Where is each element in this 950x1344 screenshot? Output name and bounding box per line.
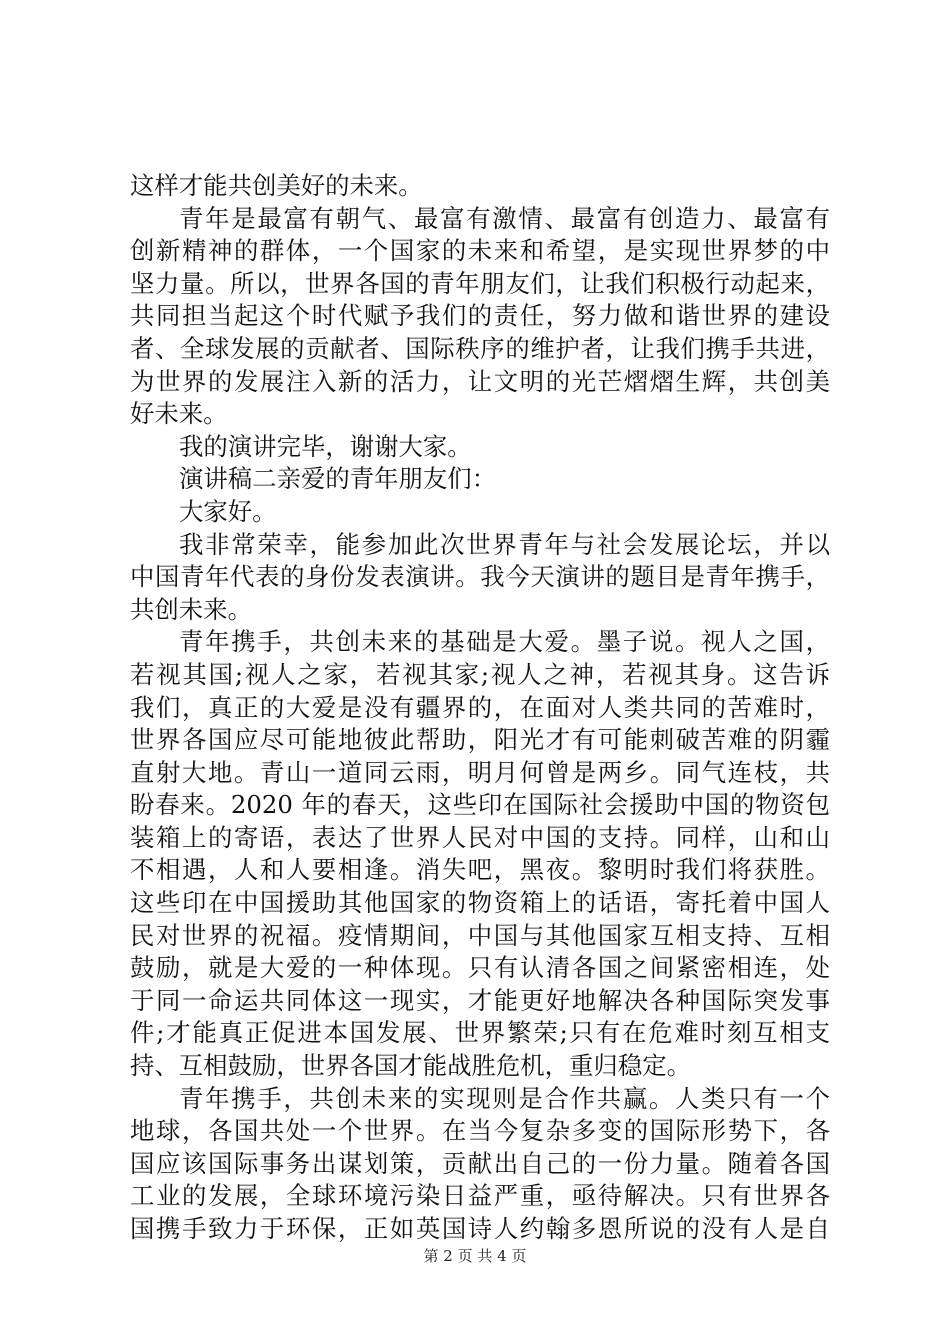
- text-line: 者、全球发展的贡献者、国际秩序的维护者，让我们携手共进，: [130, 333, 830, 363]
- text-line: 为世界的发展注入新的活力，让文明的光芒熠熠生辉，共创美: [130, 366, 830, 396]
- text-line: 青年是最富有朝气、最富有激情、最富有创造力、最富有: [179, 203, 830, 233]
- text-line: 共同担当起这个时代赋予我们的责任，努力做和谐世界的建设: [130, 301, 830, 331]
- text-line: 盼春来。2020 年的春天，这些印在国际社会援助中国的物资包: [130, 790, 830, 820]
- text-line: 工业的发展，全球环境污染日益严重，亟待解决。只有世界各: [130, 1181, 830, 1211]
- text-line: 共创未来。: [130, 594, 252, 624]
- text-line: 我们，真正的大爱是没有疆界的，在面对人类共同的苦难时，: [130, 692, 830, 722]
- text-line: 地球，各国共处一个世界。在当今复杂多变的国际形势下，各: [130, 1116, 830, 1146]
- text-line: 创新精神的群体，一个国家的未来和希望，是实现世界梦的中: [130, 236, 830, 266]
- text-line: 民对世界的祝福。疫情期间，中国与其他国家互相支持、互相: [130, 920, 830, 950]
- text-line: 持、互相鼓励，世界各国才能战胜危机，重归稳定。: [130, 1051, 691, 1081]
- text-line: 国应该国际事务出谋划策，贡献出自己的一份力量。随着各国: [130, 1148, 830, 1178]
- text-line: 直射大地。青山一道同云雨，明月何曾是两乡。同气连枝，共: [130, 757, 830, 787]
- text-line: 国携手致力于环保，正如英国诗人约翰多恩所说的没有人是自: [130, 1214, 830, 1243]
- text-line: 鼓励，就是大爱的一种体现。只有认清各国之间紧密相连，处: [130, 953, 830, 983]
- text-line: 大家好。: [179, 496, 277, 526]
- text-line: 若视其国;视人之家，若视其家;视人之神，若视其身。这告诉: [130, 659, 830, 689]
- text-line: 青年携手，共创未来的基础是大爱。墨子说。视人之国，: [179, 627, 830, 657]
- text-line: 中国青年代表的身份发表演讲。我今天演讲的题目是青年携手，: [130, 562, 830, 592]
- text-line: 装箱上的寄语，表达了世界人民对中国的支持。同样，山和山: [130, 822, 830, 852]
- text-line: 青年携手，共创未来的实现则是合作共赢。人类只有一个: [179, 1083, 830, 1113]
- document-body: [130, 170, 830, 1246]
- text-line: 好未来。: [130, 399, 228, 429]
- text-line: 这些印在中国援助其他国家的物资箱上的话语，寄托着中国人: [130, 888, 830, 918]
- text-line: 世界各国应尽可能地彼此帮助，阳光才有可能刺破苦难的阴霾: [130, 725, 830, 755]
- text-line: 我非常荣幸，能参加此次世界青年与社会发展论坛，并以: [179, 529, 830, 559]
- text-line: 演讲稿二亲爱的青年朋友们：: [179, 464, 497, 494]
- text-line: 这样才能共创美好的未来。: [130, 171, 423, 200]
- text-line: 我的演讲完毕，谢谢大家。: [179, 431, 472, 461]
- text-line: 于同一命运共同体这一现实，才能更好地解决各种国际突发事: [130, 985, 830, 1015]
- page-footer: 第 2 页 共 4 页: [423, 1247, 527, 1265]
- text-line: 坚力量。所以，世界各国的青年朋友们，让我们积极行动起来，: [130, 268, 830, 298]
- text-line: 不相遇，人和人要相逢。消失吧，黑夜。黎明时我们将获胜。: [130, 855, 830, 885]
- text-line: 件;才能真正促进本国发展、世界繁荣;只有在危难时刻互相支: [130, 1018, 830, 1048]
